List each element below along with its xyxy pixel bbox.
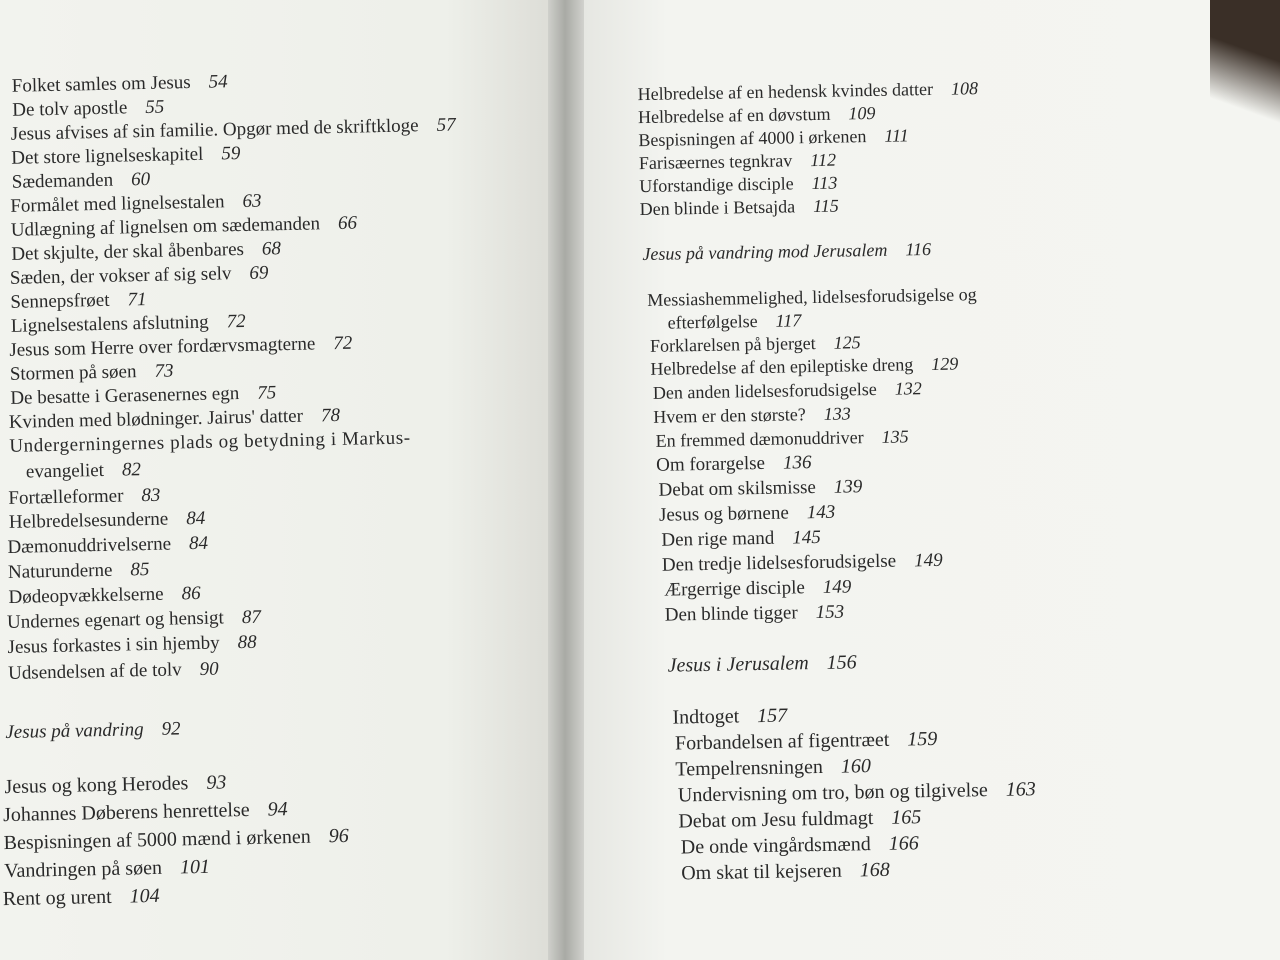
toc-entry [665, 602, 845, 627]
toc-entry [659, 502, 836, 527]
toc-entry-page: 112 [810, 149, 837, 171]
toc-entry-title: Sæden, der vokser af sig selv [9, 263, 232, 289]
toc-entry-title: Udlægning af lignelsen om sædemanden [10, 213, 321, 241]
toc-entry-title: Bespisningen af 4000 i ørkenen [638, 126, 867, 151]
toc-entry [7, 533, 208, 559]
toc-entry [681, 832, 919, 858]
toc-entry [8, 583, 201, 609]
toc-entry-page: 149 [822, 576, 852, 598]
toc-entry-page: 57 [436, 114, 456, 136]
toc-entry-title: Undervisning om tro, bøn og tilgivelse [677, 779, 989, 807]
toc-entry [675, 755, 871, 780]
toc-entry-title: Farisæernes tegnkrav [638, 150, 793, 174]
toc-entry-page: 135 [881, 426, 909, 447]
toc-entry-page: 116 [905, 238, 932, 260]
toc-entry-title: efterfølgelse [667, 311, 758, 333]
toc-entry-page: 109 [848, 102, 876, 124]
toc-entry [639, 149, 836, 174]
toc-entry-title: Den blinde tigger [664, 602, 798, 626]
toc-entry-title: Lignelsestalens afslutning [10, 311, 209, 337]
toc-entry-title: Forklarelsen på bjerget [649, 333, 816, 356]
toc-entry-page: 68 [261, 238, 282, 260]
toc-entry [678, 806, 921, 832]
toc-entry-page: 84 [186, 507, 206, 530]
toc-entry [639, 172, 837, 197]
toc-entry [664, 576, 851, 601]
toc-entry [639, 195, 838, 220]
toc-entry-page: 159 [907, 727, 938, 751]
right-toc-list [584, 0, 1280, 960]
toc-entry-page: 104 [129, 884, 160, 908]
toc-entry-title: Debat om skilsmisse [658, 477, 817, 501]
toc-entry [4, 856, 210, 882]
toc-entry [3, 798, 288, 826]
toc-entry [653, 377, 922, 404]
toc-entry-page: 82 [121, 459, 142, 481]
toc-section-heading [642, 238, 931, 265]
toc-entry [12, 169, 151, 194]
toc-entry-title: Tempelrensningen [675, 755, 824, 781]
toc-entry [12, 71, 228, 98]
toc-entry [10, 262, 269, 289]
toc-entry-title: Helbredelsesunderne [8, 508, 169, 533]
toc-entry-page: 108 [950, 78, 979, 99]
toc-entry-page: 145 [792, 526, 822, 549]
toc-entry [11, 238, 281, 266]
toc-entry-page: 157 [756, 704, 788, 728]
toc-entry-page: 136 [782, 452, 812, 474]
toc-entry-title: Jesus som Herre over fordærvsmagterne [9, 333, 316, 361]
toc-entry-title: De onde vingårdsmænd [680, 833, 871, 859]
toc-entry-title: Uforstandige disciple [639, 173, 794, 197]
toc-entry-title: Naturunderne [7, 559, 113, 583]
toc-entry-title: Helbredelse af den epileptiske dreng [650, 354, 914, 379]
toc-entry [661, 527, 821, 552]
toc-entry-page: 84 [188, 532, 209, 555]
toc-entry-title: De tolv apostle [12, 97, 128, 121]
toc-entry-page: 72 [333, 332, 353, 355]
toc-entry-page: 111 [884, 125, 909, 146]
toc-entry-page: 90 [199, 658, 219, 680]
toc-entry [10, 289, 147, 314]
toc-entry [658, 476, 862, 502]
toc-entry-page: 160 [840, 755, 872, 778]
toc-entry-page: 60 [130, 168, 151, 191]
toc-entry-title: evangeliet [25, 459, 105, 483]
toc-entry-page: 125 [833, 332, 861, 353]
toc-entry [8, 659, 219, 685]
toc-entry [7, 607, 261, 634]
toc-entry-page: 66 [337, 212, 358, 234]
toc-entry-title: Helbredelse af en hedensk kvindes datter [637, 78, 934, 105]
toc-entry [10, 191, 262, 218]
toc-entry-page: 86 [181, 582, 201, 605]
toc-entry-title: Det store lignelseskapitel [11, 143, 204, 169]
toc-entry-page: 55 [145, 96, 165, 118]
toc-entry-title: De besatte i Gerasenernes egn [10, 383, 240, 409]
toc-entry-title: Jesus forkastes i sin hjemby [7, 632, 220, 658]
toc-entry [26, 459, 142, 483]
toc-entry-page: 71 [127, 288, 147, 311]
toc-entry [675, 728, 938, 755]
toc-entry-page: 117 [775, 310, 802, 331]
toc-entry-page: 168 [859, 858, 890, 882]
toc-entry-title: Vandringen på søen [4, 856, 163, 883]
toc-entry-title: Jesus på vandring [5, 719, 144, 744]
toc-entry-page: 87 [241, 606, 262, 629]
toc-entry-title: Om forargelse [655, 452, 766, 476]
toc-entry-title: Johannes Døberens henrettelse [2, 798, 250, 827]
book-gutter [548, 0, 586, 960]
toc-section-heading [5, 718, 181, 744]
toc-entry-title: En fremmed dæmonuddriver [655, 427, 864, 451]
toc-entry-title: Jesus i Jerusalem [667, 652, 809, 677]
toc-entry [647, 283, 977, 311]
toc-entry-page: 165 [891, 806, 922, 829]
toc-entry [11, 143, 240, 170]
toc-entry-title: Jesus og kong Herodes [4, 772, 189, 799]
toc-entry [653, 402, 851, 427]
toc-entry-title: Rent og urent [2, 885, 112, 911]
toc-entry [662, 550, 943, 577]
toc-entry-title: Kvinden med blødninger. Jairus' datter [8, 405, 304, 433]
toc-entry-page: 54 [208, 71, 228, 93]
toc-entry [9, 508, 206, 534]
toc-entry-title: Debat om Jesu fuldmagt [678, 807, 874, 833]
toc-entry-page: 83 [141, 484, 161, 507]
toc-entry-title: Det skjulte, der skal åbenbares [11, 238, 245, 265]
toc-entry-title: Den rige mand [661, 527, 775, 551]
toc-entry [4, 771, 226, 798]
toc-entry [3, 825, 349, 854]
toc-section-heading [667, 651, 856, 676]
toc-entry-page: 88 [237, 631, 257, 654]
toc-entry [8, 559, 150, 584]
toc-entry [10, 360, 174, 385]
toc-entry [12, 97, 164, 122]
toc-entry [3, 885, 160, 910]
toc-entry-title: Helbredelse af en døvstum [637, 103, 831, 128]
toc-entry-page: 133 [823, 403, 851, 424]
toc-entry [638, 102, 876, 128]
toc-entry-page: 72 [226, 310, 246, 333]
toc-entry-page: 139 [833, 476, 863, 498]
toc-entry-title: Hvem er den største? [653, 404, 806, 427]
toc-entry [10, 382, 276, 410]
toc-entry [637, 77, 978, 105]
left-toc-list [0, 0, 556, 960]
toc-entry-title: Den blinde i Betsajda [639, 196, 796, 220]
toc-entry-title: Den anden lidelsesforudsigelse [652, 378, 877, 403]
toc-entry-page: 94 [267, 798, 288, 821]
toc-entry [650, 353, 958, 380]
toc-entry-title: Jesus og børnene [658, 502, 789, 526]
toc-entry-title: Folket samles om Jesus [11, 72, 191, 97]
right-page [584, 0, 1280, 960]
toc-entry-title: Forbandelsen af figentræet [674, 728, 890, 755]
toc-entry-title: Fortælleformer [8, 485, 124, 509]
toc-entry-page: 149 [913, 549, 943, 572]
toc-entry-title: Stormen på søen [9, 361, 137, 385]
toc-entry [672, 705, 787, 729]
toc-entry-title: Messiashemmelighed, lidelsesforudsigelse og [647, 284, 977, 310]
toc-entry [667, 309, 801, 333]
toc-entry-page: 166 [888, 832, 919, 855]
left-page [0, 0, 556, 960]
toc-entry-page: 101 [179, 855, 211, 879]
toc-entry-page: 69 [249, 262, 269, 284]
toc-entry-title: Sædemanden [11, 169, 114, 193]
toc-entry-page: 92 [161, 718, 181, 740]
toc-entry-title: Jesus på vandring mod Jerusalem [642, 239, 888, 265]
toc-entry-page: 73 [154, 360, 174, 382]
toc-entry-title: Udsendelsen af de tolv [7, 659, 182, 684]
toc-entry-page: 163 [1005, 778, 1037, 801]
toc-entry-page: 78 [320, 404, 341, 427]
toc-entry-page: 63 [242, 190, 262, 212]
toc-entry-title: Jesus afvises af sin familie. Opgør med de skriftkloge [10, 115, 419, 145]
toc-entry-page: 75 [257, 382, 277, 404]
toc-entry-page: 143 [806, 501, 836, 524]
toc-entry [681, 859, 890, 885]
toc-entry-title: Om skat til kejseren [681, 859, 842, 885]
toc-entry [650, 331, 861, 357]
toc-entry-title: Indtoget [672, 705, 740, 729]
toc-entry-title: Formålet med lignelsestalen [10, 191, 225, 217]
toc-entry-title: Den tredje lidelsesforudsigelse [661, 550, 897, 576]
toc-entry-page: 96 [328, 824, 349, 848]
toc-entry [678, 778, 1036, 806]
toc-entry [7, 632, 257, 659]
toc-entry-page: 132 [894, 378, 922, 399]
toc-entry-page: 153 [815, 601, 845, 624]
toc-entry-title: Sennepsfrøet [10, 289, 110, 313]
toc-entry-title: Undernes egenart og hensigt [6, 607, 225, 633]
toc-entry-title: Ærgerrige disciple [664, 577, 806, 601]
toc-entry [11, 311, 246, 338]
toc-entry-page: 156 [826, 651, 857, 674]
toc-entry-title: Bespisningen af 5000 mænd i ørkenen [3, 825, 312, 855]
toc-entry-page: 115 [812, 195, 839, 217]
toc-entry [656, 425, 909, 451]
toc-entry [638, 124, 909, 151]
toc-entry-page: 93 [206, 771, 227, 794]
toc-entry-page: 113 [811, 172, 838, 194]
toc-entry [9, 333, 352, 362]
toc-entry-page: 129 [931, 353, 959, 374]
toc-entry-page: 59 [221, 143, 241, 165]
toc-entry-page: 85 [130, 558, 150, 581]
toc-entry [11, 213, 358, 242]
toc-entry-title: Dødeopvækkelserne [8, 583, 164, 608]
toc-entry-title: Undergerningernes plads og betydning i Markus- [9, 427, 411, 457]
toc-entry [656, 452, 812, 477]
toc-entry [8, 485, 160, 510]
toc-entry-title: Dæmonuddrivelserne [7, 533, 172, 558]
